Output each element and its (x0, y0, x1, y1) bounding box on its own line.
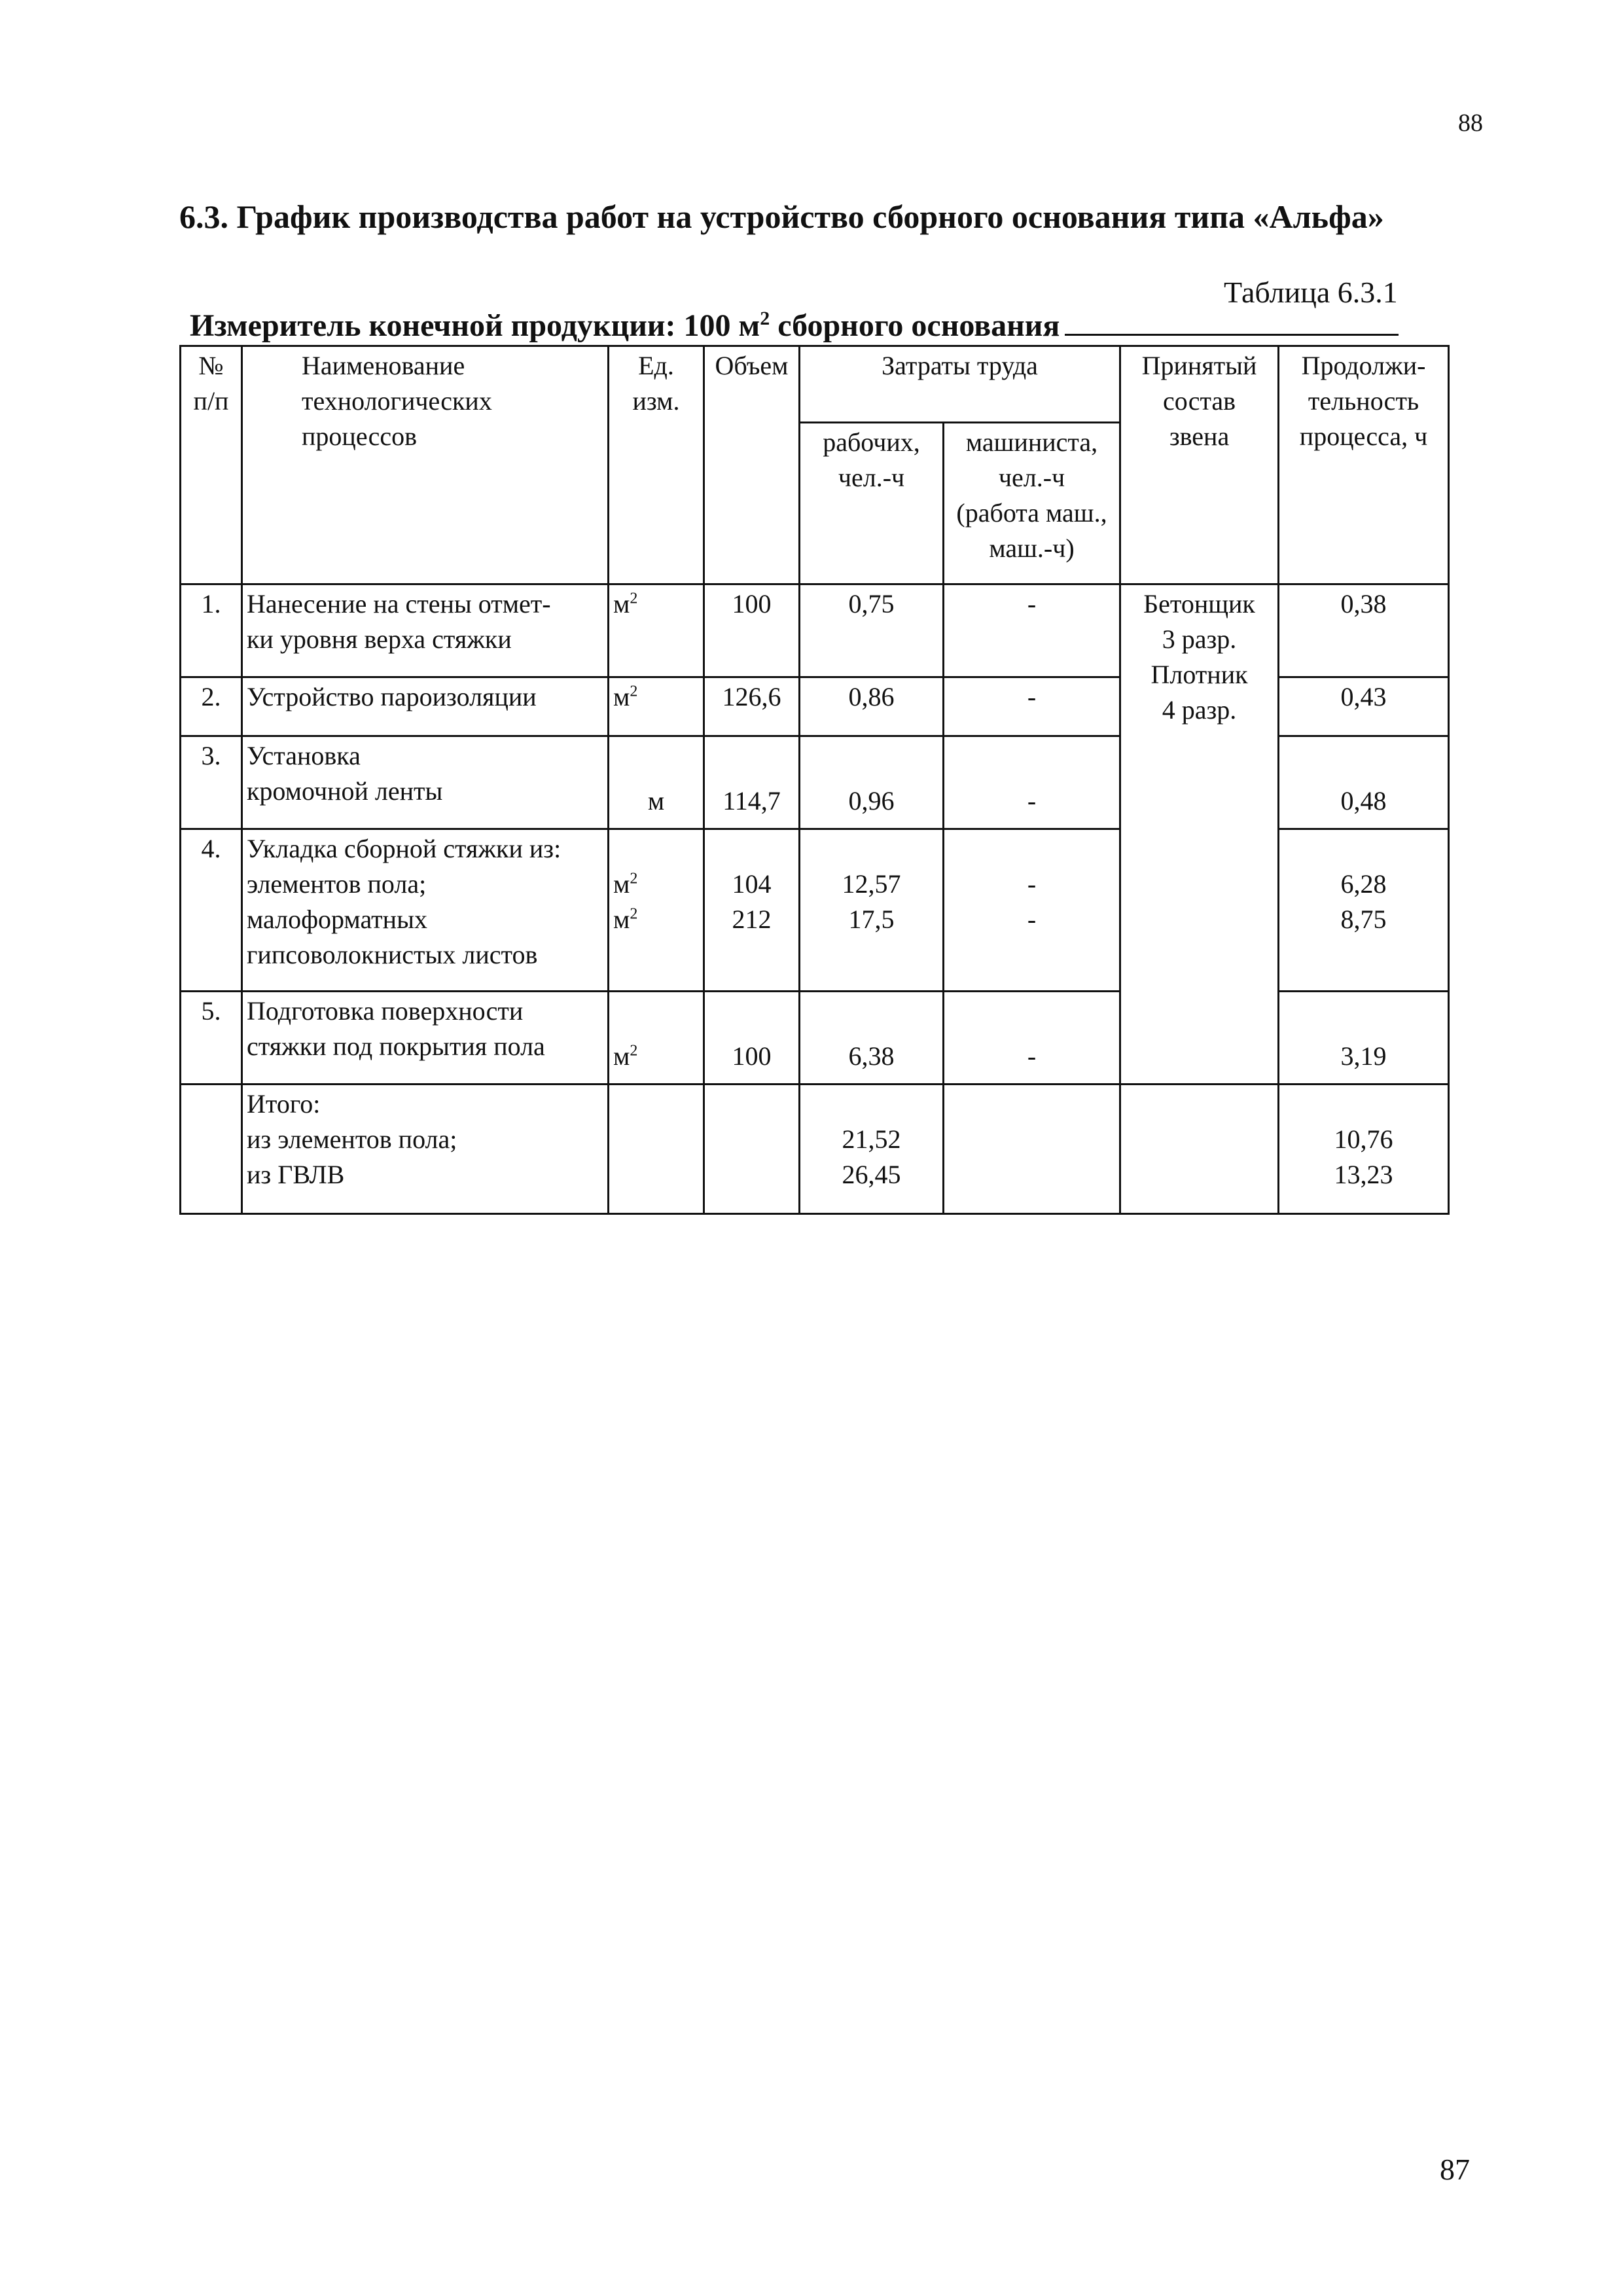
header-row-1 (181, 346, 1449, 423)
meter-prefix: Измеритель конечной продукции: 100 м (190, 308, 760, 343)
row-volume: 100 (704, 992, 800, 1085)
header-num: № п/п (181, 346, 242, 584)
row-workers: 0,86 (800, 677, 944, 736)
row-unit: $м^2$ (609, 584, 704, 677)
row-duration: 0,43 (1279, 677, 1449, 736)
meter-sup: 2 (760, 308, 770, 329)
total-name: Итого: из элементов пола; из ГВЛВ (242, 1085, 609, 1214)
row-num: 4. (181, 829, 242, 992)
row-machinist: - (944, 736, 1120, 829)
header-labor: Затраты труда (800, 346, 1120, 423)
row-machinist: - - (944, 829, 1120, 992)
work-schedule-table (179, 345, 1450, 1215)
row-name: Нанесение на стены отмет- ки уровня верха стяжки (242, 584, 609, 677)
header-machinist: машиниста, чел.-ч (работа маш., маш.-ч) (944, 423, 1120, 584)
table-row (181, 584, 1449, 677)
total-duration: 10,76 13,23 (1279, 1085, 1449, 1214)
row-workers: 0,96 (800, 736, 944, 829)
page-number-top: 88 (1458, 109, 1483, 137)
row-duration: 3,19 (1279, 992, 1449, 1085)
row-volume: 114,7 (704, 736, 800, 829)
header-workers: рабочих, чел.-ч (800, 423, 944, 584)
row-unit: $м^2$ $м^2$ (609, 829, 704, 992)
meter-suffix: сборного основания (770, 308, 1060, 343)
row-duration: 0,38 (1279, 584, 1449, 677)
header-duration: Продолжи- тельность процесса, ч (1279, 346, 1449, 584)
header-crew: Принятый состав звена (1120, 346, 1279, 584)
row-num: 5. (181, 992, 242, 1085)
table-caption: Таблица 6.3.1 (1224, 276, 1398, 309)
row-num: 1. (181, 584, 242, 677)
header-volume: Объем (704, 346, 800, 584)
row-num: 3. (181, 736, 242, 829)
total-machinist (944, 1085, 1120, 1214)
header-unit: Ед. изм. (609, 346, 704, 584)
section-heading: 6.3. График производства работ на устройство сборного основания типа «Альфа» (179, 198, 1384, 235)
row-unit: $м^2$ (609, 677, 704, 736)
row-workers: 6,38 (800, 992, 944, 1085)
total-volume (704, 1085, 800, 1214)
total-crew (1120, 1085, 1279, 1214)
row-unit: $м^2$ (609, 992, 704, 1085)
total-workers: 21,52 26,45 (800, 1085, 944, 1214)
row-name: Укладка сборной стяжки из: элементов пола; малоформатных гипсоволокнистых листов (242, 829, 609, 992)
row-machinist: - (944, 992, 1120, 1085)
page-number-bottom: 87 (1440, 2153, 1470, 2186)
total-num (181, 1085, 242, 1214)
meter-underline (1065, 334, 1399, 336)
row-unit: м (609, 736, 704, 829)
total-row (181, 1085, 1449, 1214)
row-machinist: - (944, 677, 1120, 736)
row-duration: 0,48 (1279, 736, 1449, 829)
row-num: 2. (181, 677, 242, 736)
row-duration: 6,28 8,75 (1279, 829, 1449, 992)
row-workers: 12,57 17,5 (800, 829, 944, 992)
row-volume: 126,6 (704, 677, 800, 736)
row-name: Устройство пароизоляции (242, 677, 609, 736)
row-machinist: - (944, 584, 1120, 677)
product-meter (190, 308, 1399, 344)
row-volume: 104 212 (704, 829, 800, 992)
header-name: Наименование технологических процессов (242, 346, 609, 584)
total-unit (609, 1085, 704, 1214)
row-workers: 0,75 (800, 584, 944, 677)
row-name: Подготовка поверхности стяжки под покрытия пола (242, 992, 609, 1085)
row-volume: 100 (704, 584, 800, 677)
row-name: Установка кромочной ленты (242, 736, 609, 829)
crew-cell: Бетонщик 3 разр. Плотник 4 разр. (1120, 584, 1279, 1085)
